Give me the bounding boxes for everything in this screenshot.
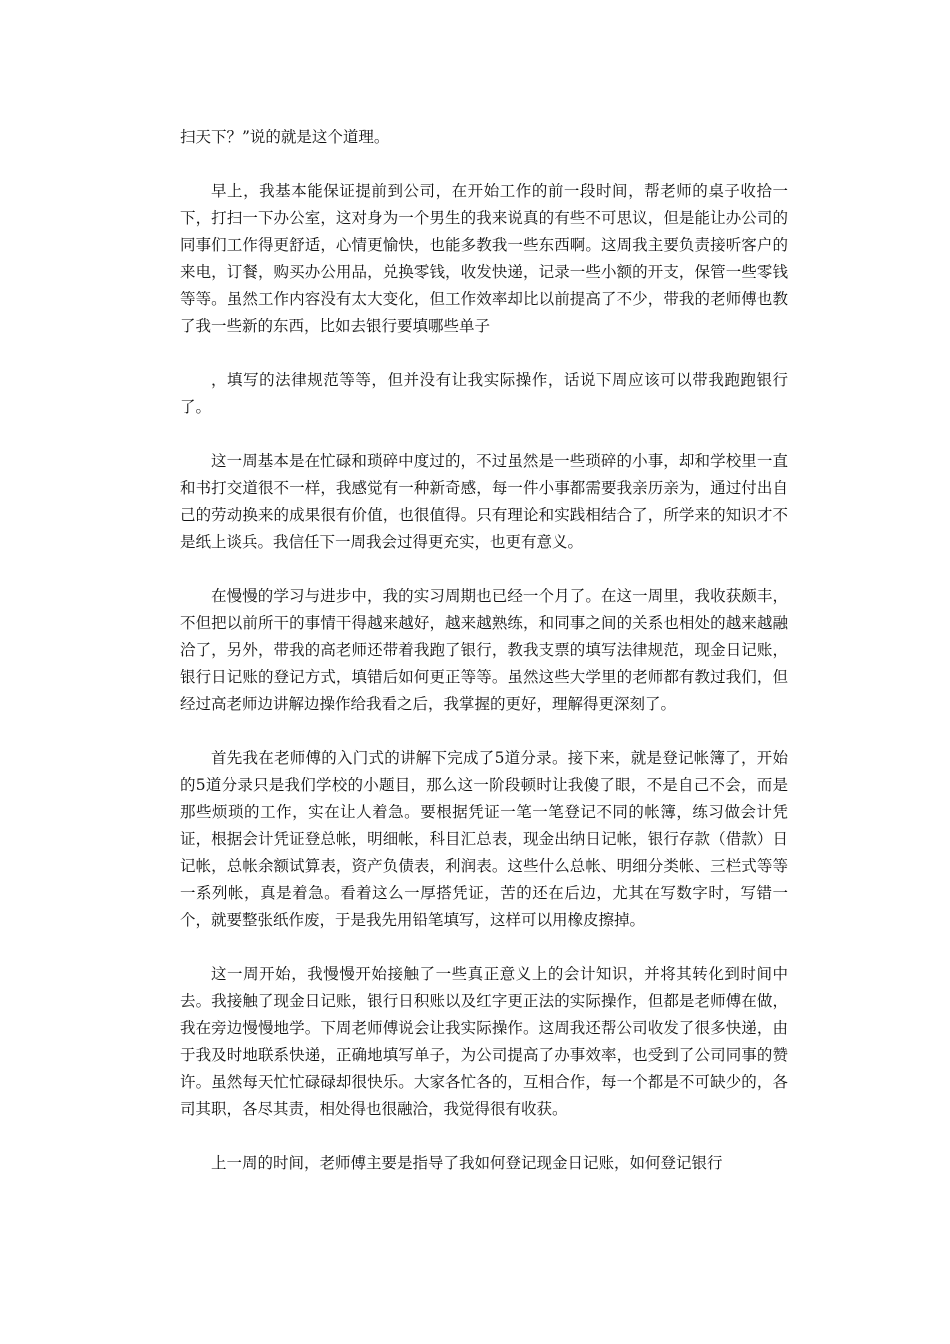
paragraph-4: 这一周基本是在忙碌和琐碎中度过的，不过虽然是一些琐碎的小事，却和学校里一直和书打交道很不一样，我感觉有一种新奇感，每一件小事都需要我亲历亲为，通过付出自己的劳动换来的成果很有价值，也很值得。只有理论和实践相结合了，所学来的知识才不是纸上谈兵。我信任下一周我会过得更充实，也更有意义。 (180, 452, 788, 551)
paragraph-3: ，填写的法律规范等等，但并没有让我实际操作，话说下周应该可以带我跑跑银行了。 (180, 371, 788, 416)
document-body (180, 124, 788, 1204)
paragraph-2: 早上，我基本能保证提前到公司，在开始工作的前一段时间，帮老师的桌子收拾一下，打扫一下办公室，这对身为一个男生的我来说真的有些不可思议，但是能让办公司的同事们工作得更舒适，心情更愉快，也能多教我一些东西啊。这周我主要负责接听客户的来电，订餐，购买办公用品，兑换零钱，收发快递，记录一些小额的开支，保管一些零钱等等。虽然工作内容没有太大变化，但工作效率却比以前提高了不少，带我的老师傅也教了我一些新的东西，比如去银行要填哪些单子 (180, 182, 788, 335)
paragraph-5: 在慢慢的学习与进步中，我的实习周期也已经一个月了。在这一周里，我收获颇丰，不但把以前所干的事情干得越来越好，越来越熟练，和同事之间的关系也相处的越来越融洽了，另外，带我的高老师还带着我跑了银行，教我支票的填写法律规范，现金日记账，银行日记账的登记方式，填错后如何更正等等。虽然这些大学里的老师都有教过我们，但经过高老师边讲解边操作给我看之后，我掌握的更好，理解得更深刻了。 (180, 587, 788, 713)
paragraph-1: 扫天下？”说的就是这个道理。 (180, 128, 390, 146)
paragraph-8: 上一周的时间，老师傅主要是指导了我如何登记现金日记账，如何登记银行 (211, 1154, 723, 1172)
paragraph-6: 首先我在老师傅的入门式的讲解下完成了5道分录。接下来，就是登记帐簿了，开始的5道分录只是我们学校的小题目，那么这一阶段顿时让我傻了眼，不是自己不会，而是那些烦琐的工作，实在让人着急。要根据凭证一笔一笔登记不同的帐簿，练习做会计凭证，根据会计凭证登总帐，明细帐，科目汇总表，现金出纳日记帐，银行存款（借款）日记帐，总帐余额试算表，资产负债表，利润表。这些什么总帐、明细分类帐、三栏式等等一系列帐，真是着急。看着这么一厚搭凭证，苦的还在后边，尤其在写数字时，写错一个，就要整张纸作废，于是我先用铅笔填写，这样可以用橡皮擦掉。 (180, 749, 788, 929)
paragraph-7: 这一周开始，我慢慢开始接触了一些真正意义上的会计知识，并将其转化到时间中去。我接触了现金日记账，银行日积账以及红字更正法的实际操作，但都是老师傅在做，我在旁边慢慢地学。下周老师傅说会让我实际操作。这周我还帮公司收发了很多快递，由于我及时地联系快递，正确地填写单子，为公司提高了办事效率，也受到了公司同事的赞许。虽然每天忙忙碌碌却很快乐。大家各忙各的，互相合作，每一个都是不可缺少的，各司其职，各尽其责，相处得也很融洽，我觉得很有收获。 (180, 965, 788, 1118)
